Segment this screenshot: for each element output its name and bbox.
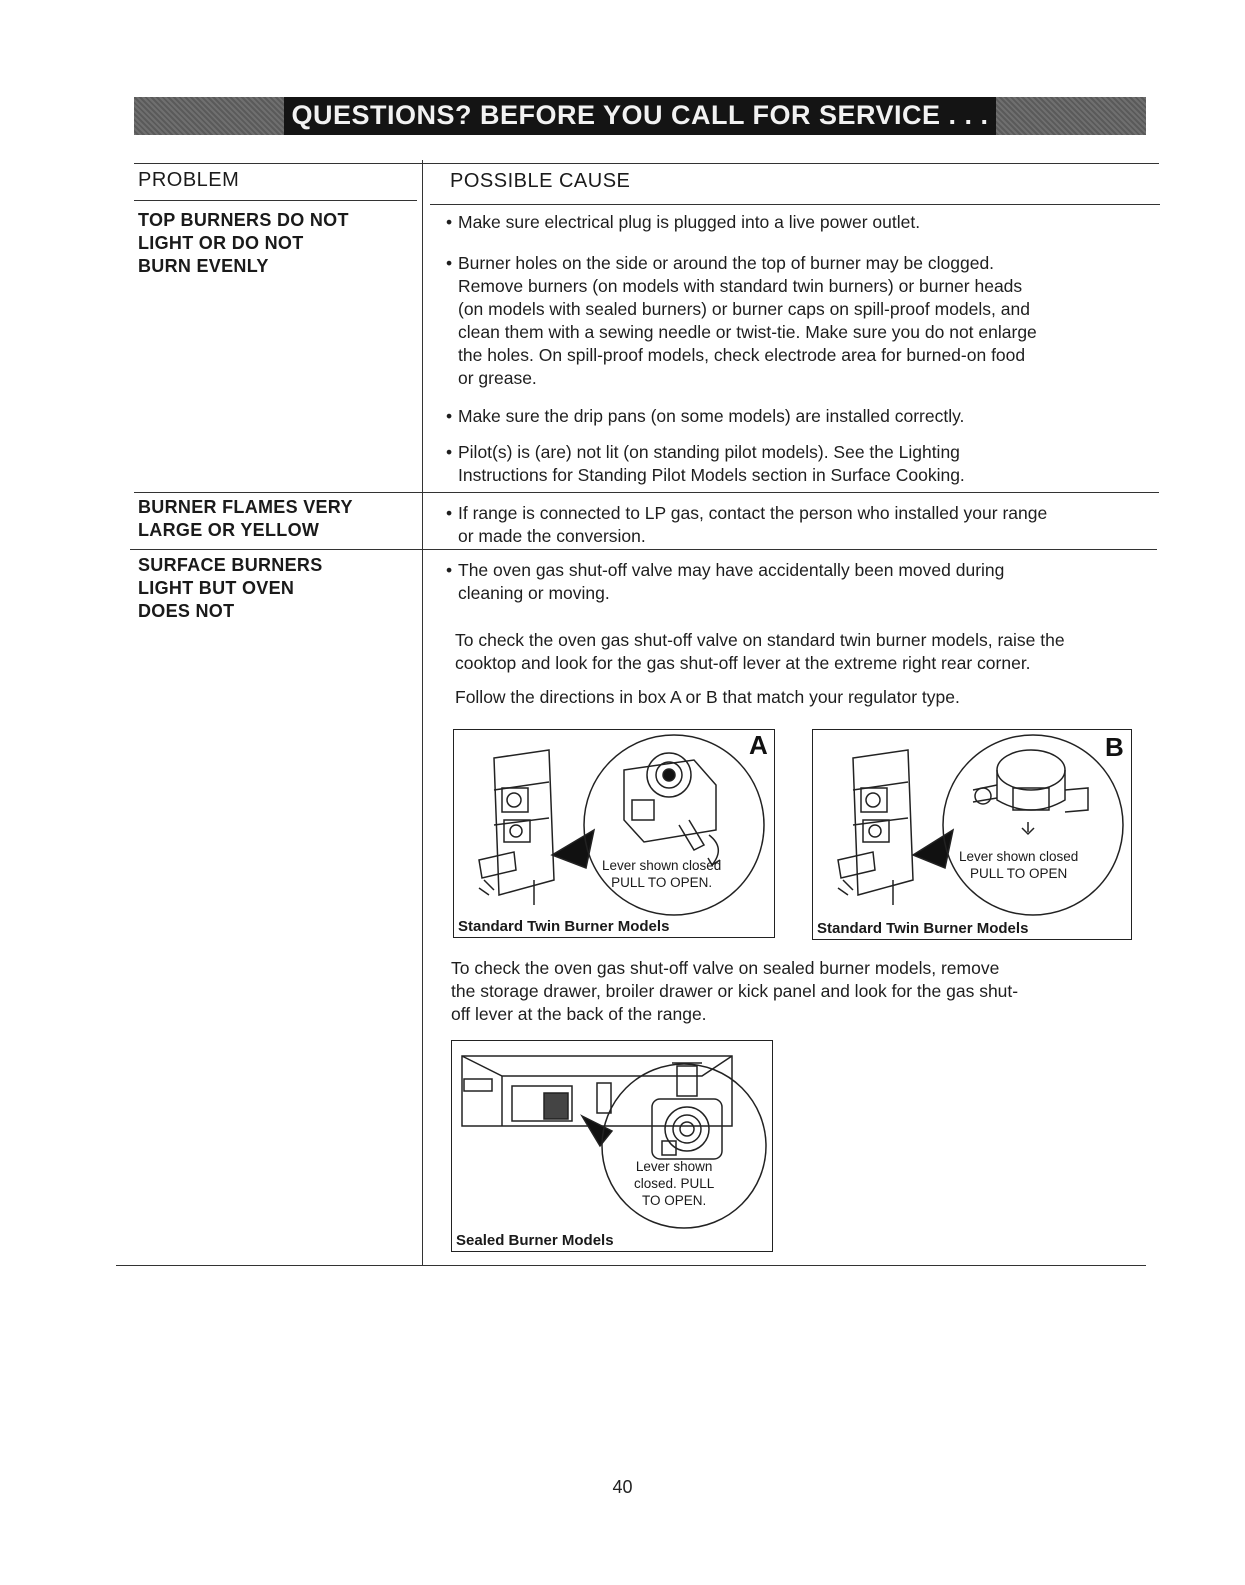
cause-item [446,559,1005,605]
figure-sealed-burner [451,1040,773,1252]
page-banner [134,97,1146,135]
header-problem: PROBLEM [138,169,240,191]
paragraph-line: To check the oven gas shut-off valve on standard twin burner models, raise the [455,630,1065,650]
bullet-icon: • [446,503,453,523]
problem-row-1 [138,209,349,278]
banner-title: QUESTIONS? BEFORE YOU CALL FOR SERVICE . . . [291,100,989,130]
cause-line: Remove burners (on models with standard twin burners) or burner heads [458,276,1023,296]
column-divider [422,160,423,1265]
figure-caption: Standard Twin Burner Models [458,918,670,935]
cause-item [446,405,965,428]
cause-line: Pilot(s) is (are) not lit (on standing pilot models). See the Lighting [458,442,960,462]
page-number: 40 [612,1477,633,1497]
bullet-icon: • [446,212,453,232]
figure-callout [634,1158,714,1209]
problem-line: BURNER FLAMES VERY [138,497,353,517]
callout-line: PULL TO OPEN [970,866,1068,881]
problem-line: TOP BURNERS DO NOT [138,210,349,230]
cause-line: the holes. On spill-proof models, check electrode area for burned-on food [458,345,1026,365]
bullet-icon: • [446,406,453,426]
regulator-illustration [454,730,774,937]
problem-row-3 [138,554,323,623]
cause-line: Instructions for Standing Pilot Models section in Surface Cooking. [458,465,965,485]
row-rule-1 [134,492,1159,493]
callout-line: Lever shown closed [602,858,722,873]
figure-callout [602,857,721,891]
table-bottom-rule [116,1265,1146,1266]
callout-line: TO OPEN. [642,1193,707,1208]
cause-line: The oven gas shut-off valve may have accidentally been moved during [458,560,1005,580]
callout-line: closed. PULL [634,1176,715,1191]
cause-line: or made the conversion. [458,526,646,546]
table-top-rule [134,163,1159,164]
paragraph-line: Follow the directions in box A or B that match your regulator type. [455,687,960,707]
figure-letter: A [749,730,768,760]
callout-line: PULL TO OPEN. [611,875,713,890]
problem-line: LARGE OR YELLOW [138,520,320,540]
bullet-icon: • [446,560,453,580]
paragraph-line: To check the oven gas shut-off valve on sealed burner models, remove [451,958,1000,978]
problem-line: LIGHT OR DO NOT [138,233,304,253]
cause-item [446,252,1037,390]
cause-line: (on models with sealed burners) or burner caps on spill-proof models, and [458,299,1030,319]
cause-line: clean them with a sewing needle or twist-tie. Make sure you do not enlarge [458,322,1037,342]
row-rule-2 [130,549,1157,550]
regulator-illustration [813,730,1131,939]
figure-callout [959,848,1078,882]
cause-line: Make sure electrical plug is plugged into a live power outlet. [458,212,921,232]
cause-line: or grease. [458,368,537,388]
instruction-paragraph [455,686,960,709]
cause-line: If range is connected to LP gas, contact the person who installed your range [458,503,1048,523]
problem-line: DOES NOT [138,601,235,621]
figure-caption: Standard Twin Burner Models [817,920,1029,937]
cause-item [446,502,1048,548]
header-rule-left [134,200,417,201]
problem-line: BURN EVENLY [138,256,269,276]
regulator-illustration [452,1041,772,1251]
bullet-icon: • [446,442,453,462]
cause-line: Make sure the drip pans (on some models) are installed correctly. [458,406,965,426]
cause-item [446,441,965,487]
paragraph-line: off lever at the back of the range. [451,1004,707,1024]
problem-line: SURFACE BURNERS [138,555,323,575]
figure-a [453,729,775,938]
cause-line: cleaning or moving. [458,583,610,603]
problem-row-2 [138,496,353,542]
header-rule-right [430,204,1160,205]
callout-line: Lever shown [635,1159,713,1174]
figure-letter: B [1105,732,1124,762]
problem-line: LIGHT BUT OVEN [138,578,295,598]
bullet-icon: • [446,253,453,273]
paragraph-line: the storage drawer, broiler drawer or kick panel and look for the gas shut- [451,981,1019,1001]
figure-b [812,729,1132,940]
paragraph-line: cooktop and look for the gas shut-off lever at the extreme right rear corner. [455,653,1031,673]
header-possible-cause: POSSIBLE CAUSE [450,170,631,192]
figure-caption: Sealed Burner Models [456,1232,614,1249]
cause-item [446,211,921,234]
callout-line: Lever shown closed [959,849,1079,864]
instruction-paragraph [451,957,1018,1026]
cause-line: Burner holes on the side or around the top of burner may be clogged. [458,253,995,273]
instruction-paragraph [455,629,1065,675]
